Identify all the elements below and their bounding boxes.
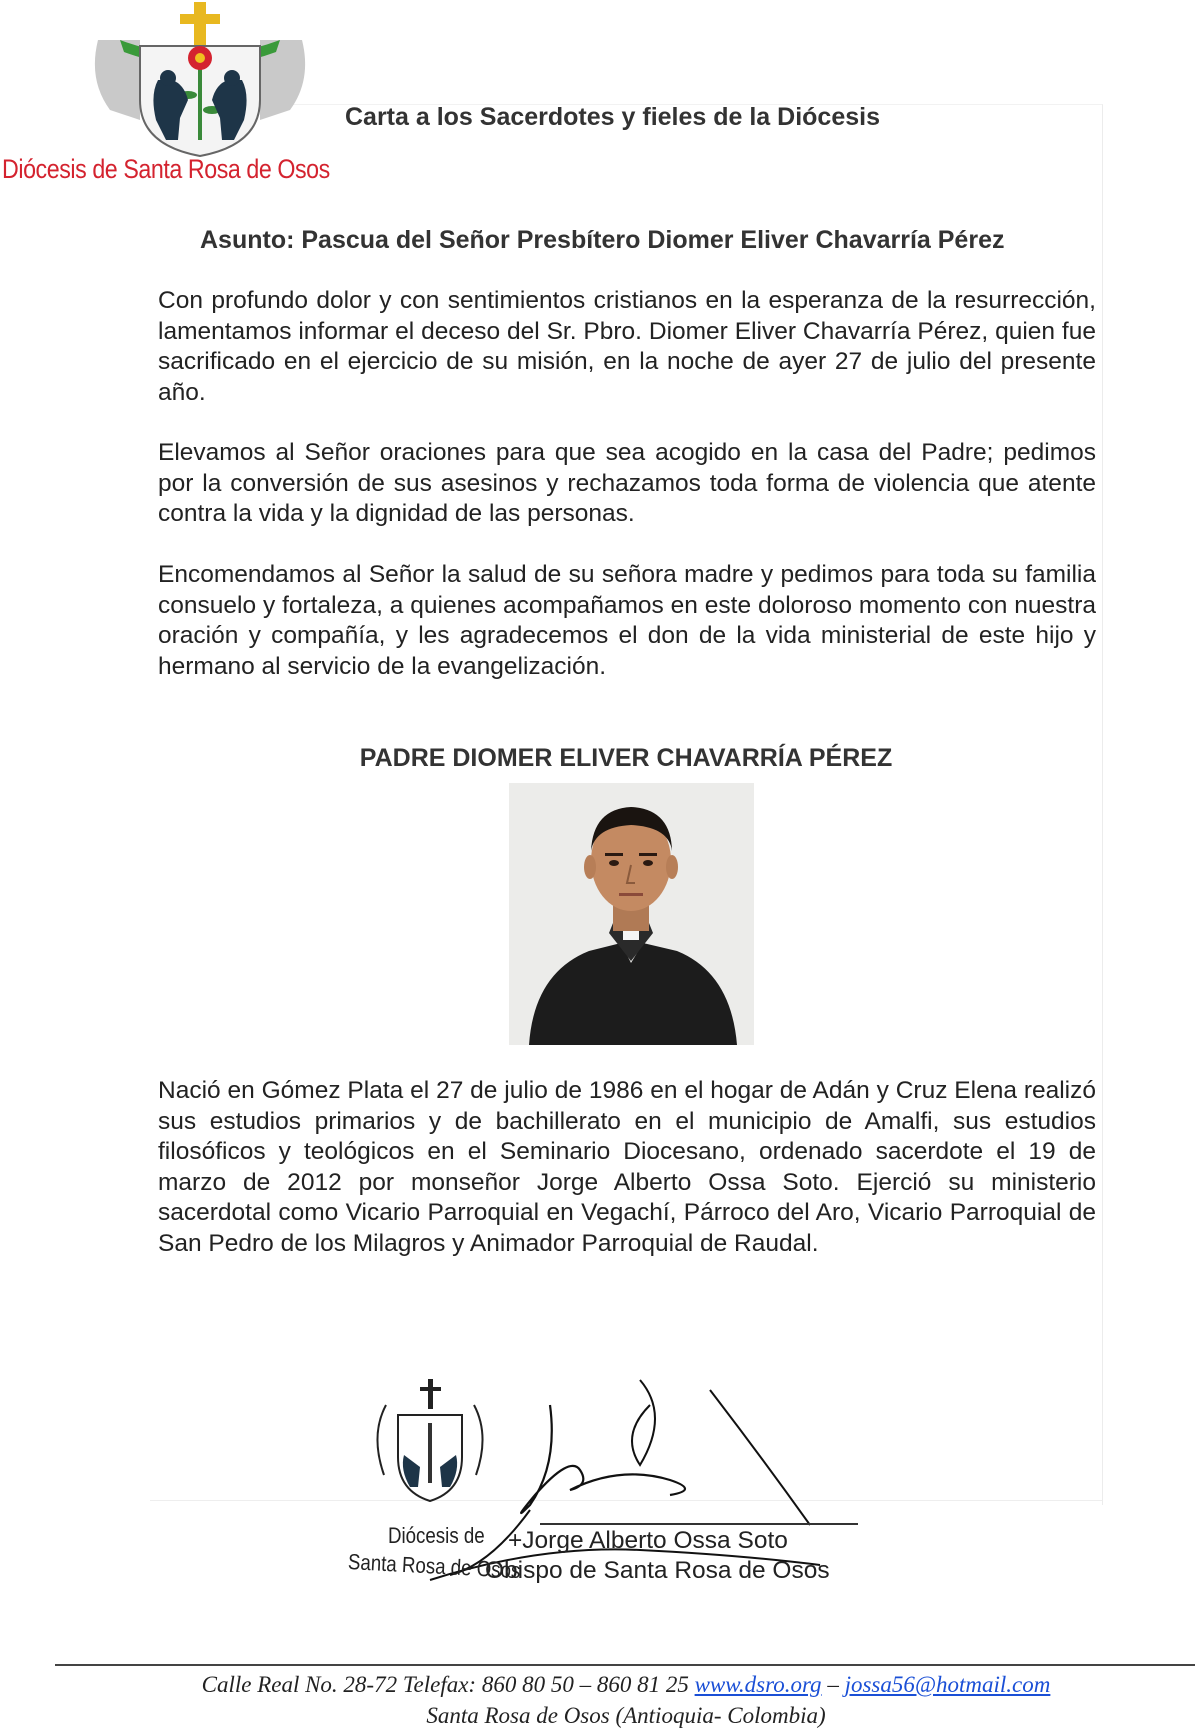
priest-heading: PADRE DIOMER ELIVER CHAVARRÍA PÉREZ xyxy=(359,744,893,772)
paragraph-condolence: Con profundo dolor y con sentimientos cristianos en la esperanza de la resurrección, lamentamos informar el deceso del Sr. Pbro. Diomer Eliver Chavarría Pérez, quien fue sacrificado en el ejercicio de su misión, en la noche de ayer 27 de julio del presente año. xyxy=(158,287,1096,406)
seal-text-line2: Santa Rosa de Osos xyxy=(347,1549,522,1584)
logo-text: Diócesis de Santa Rosa de Osos xyxy=(2,154,330,184)
priest-photo xyxy=(509,783,754,1045)
footer-city: Santa Rosa de Osos (Antioquia- Colombia) xyxy=(426,1703,826,1728)
website-link[interactable]: www.dsro.org xyxy=(694,1672,822,1697)
paragraph-biography: Nació en Gómez Plata el 27 de julio de 1986 en el hogar de Adán y Cruz Elena realizó sus estudios primarios y de bachillerato en el municipio de Amalfi, sus estudios filosóficos y teológicos en el Seminario Diocesano, ordenado sacerdote el 19 de marzo de 2012 por monseñor Jorge Alberto Ossa Soto. Ejerció su ministerio sacerdotal como Vicario Parroquial en Vegachí, Párroco del Aro, Vicario Parroquial de San Pedro de los Milagros y Animador Parroquial de Raudal. xyxy=(158,1077,1096,1257)
coat-of-arms-icon xyxy=(80,0,320,160)
letter-subject: Asunto: Pascua del Señor Presbítero Diomer Eliver Chavarría Pérez xyxy=(200,226,1005,254)
paragraph-family: Encomendamos al Señor la salud de su señora madre y pedimos para toda su familia consuelo y fortaleza, a quienes acompañamos en este doloroso momento con nuestra oración y compañía, y les agradecemos el don de la vida ministerial de este hijo y hermano al servicio de la evangelización. xyxy=(158,561,1096,680)
signature-block xyxy=(340,1375,900,1605)
footer-contact xyxy=(0,1672,1200,1698)
signature-line xyxy=(540,1523,858,1525)
seal-text-line1: Diócesis de xyxy=(388,1523,485,1548)
footer-divider xyxy=(55,1664,1195,1666)
paragraph-prayer: Elevamos al Señor oraciones para que sea acogido en la casa del Padre; pedimos por la conversión de sus asesinos y rechazamos toda forma de violencia que atente contra la vida y la dignidad de las personas. xyxy=(158,439,1096,527)
footer-separator: – xyxy=(827,1672,839,1697)
page-title: Carta a los Sacerdotes y fieles de la Diócesis xyxy=(345,103,880,131)
footer-address: Calle Real No. 28-72 Telefax: 860 80 50 – 860 81 25 xyxy=(201,1672,689,1697)
diocese-logo xyxy=(0,0,330,195)
email-link[interactable]: jossa56@hotmail.com xyxy=(844,1672,1051,1697)
signatory-name: +Jorge Alberto Ossa Soto xyxy=(508,1527,788,1554)
signatory-title: Obispo de Santa Rosa de Osos xyxy=(485,1557,830,1584)
